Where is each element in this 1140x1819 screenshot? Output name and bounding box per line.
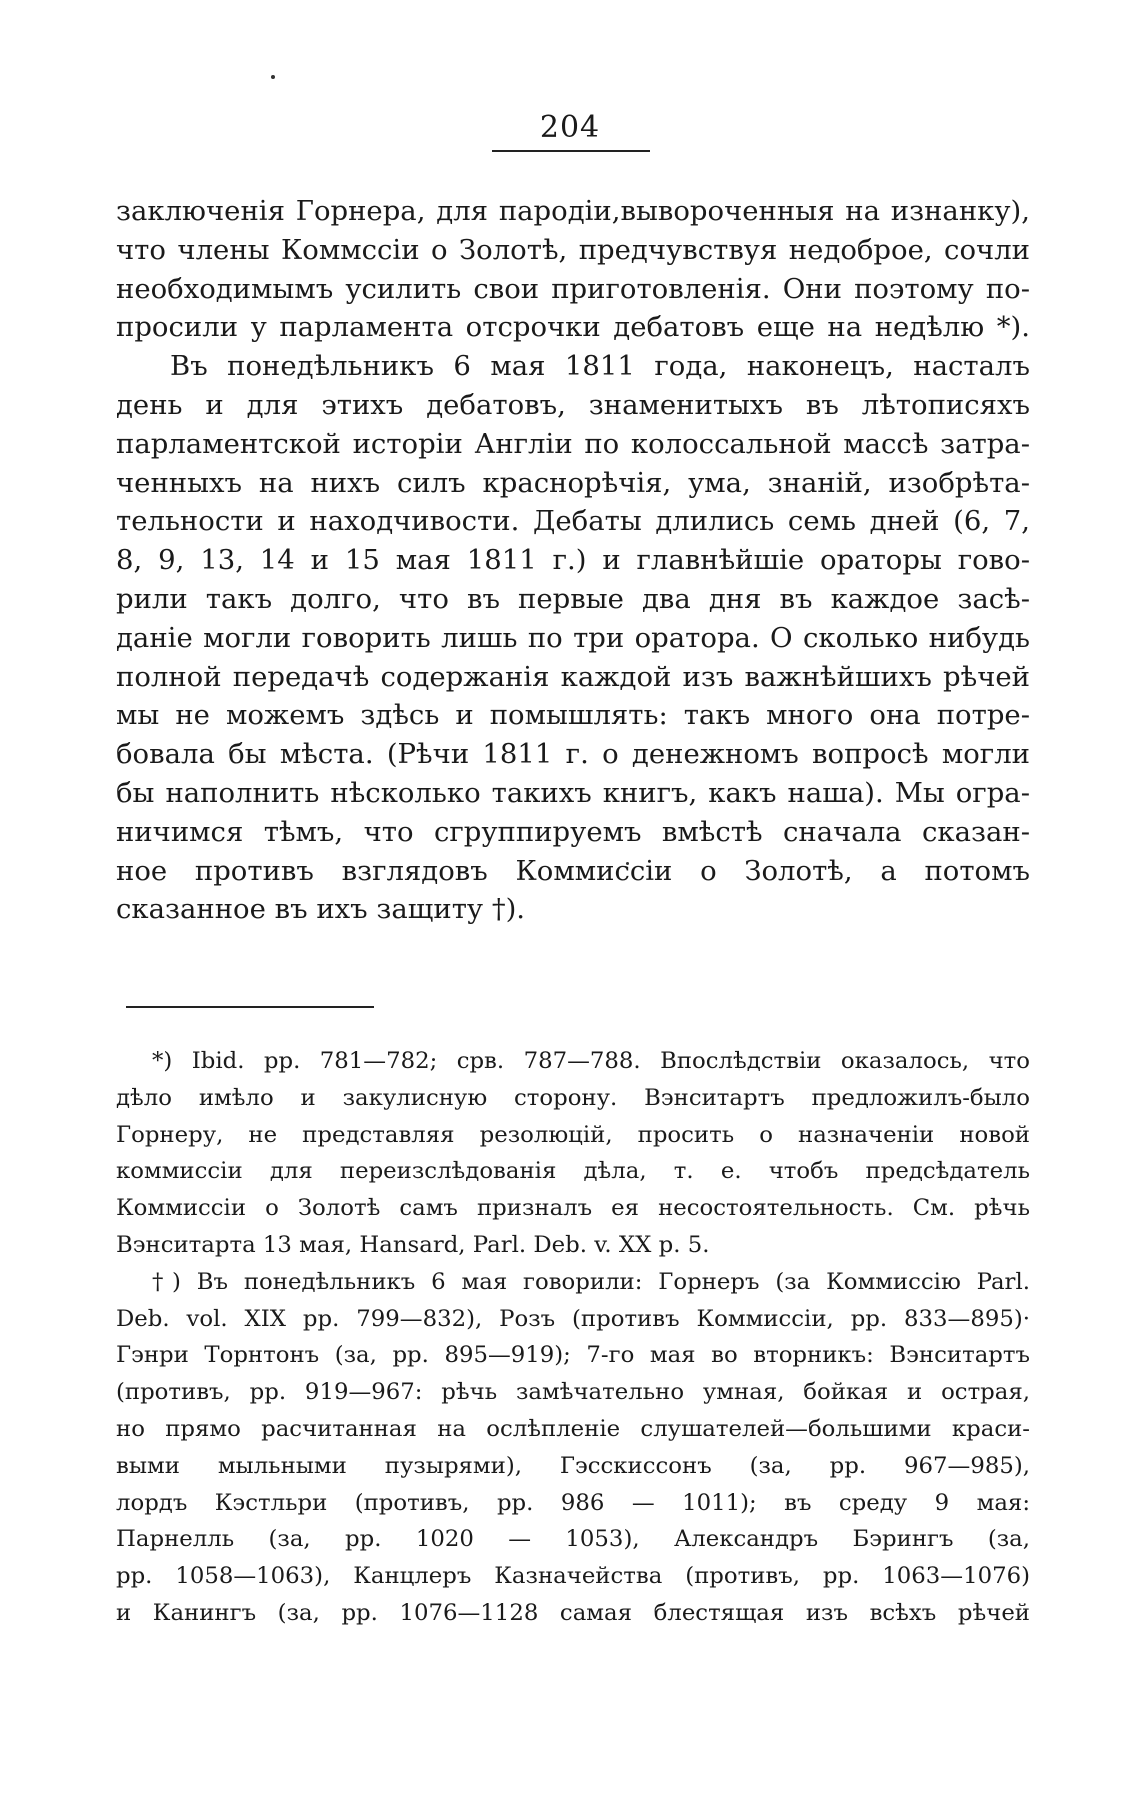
paragraph-1: [116, 192, 1030, 347]
footnote-line: Deb. vol. XIX pp. 799—832), Розъ (противъ Коммиссіи, pp. 833—895)·: [116, 1305, 1030, 1332]
text-line: Въ понедѣльникъ 6 мая 1811 года, наконецъ, насталъ: [170, 350, 1030, 383]
footnote-line: но прямо расчитанная на ослѣпленіе слушателей—большими краси-: [116, 1415, 1030, 1442]
footnote-line: коммиссіи для переизслѣдованія дѣла, т. е. чтобъ предсѣдатель: [116, 1158, 1030, 1185]
footnote-line: Парнелль (за, pp. 1020 — 1053), Александръ Бэрингъ (за,: [116, 1526, 1030, 1553]
footnote-line: pp. 1058—1063), Канцлеръ Казначейства (противъ, pp. 1063—1076): [116, 1563, 1030, 1590]
footnote-line: Гэнри Торнтонъ (за, pp. 895—919); 7-го мая во вторникъ: Вэнситартъ: [116, 1342, 1030, 1369]
footnote-line: *) Ibid. pp. 781—782; срв. 787—788. Впослѣдствіи оказалось, что: [152, 1048, 1030, 1074]
text-line: необходимымъ усилить свои приготовленія. Они поэтому по-: [116, 272, 1030, 305]
footnote-2: [116, 1264, 1030, 1632]
print-speck: [271, 75, 275, 79]
page-number-rule: [492, 150, 650, 152]
text-line: просили у парламента отсрочки дебатовъ еще на недѣлю *).: [116, 311, 1030, 344]
footnote-line: Вэнситарта 13 мая, Hansard, Parl. Deb. v. XX p. 5.: [116, 1231, 710, 1258]
text-line: ное противъ взглядовъ Коммиссіи о Золотѣ, а потомъ: [116, 854, 1030, 887]
footnote-line: Горнеру, не представляя резолюцій, просить о назначеніи новой: [116, 1121, 1030, 1148]
text-line: бы наполнить нѣсколько такихъ книгъ, какъ наша). Мы огра-: [116, 776, 1030, 809]
text-line: что члены Коммссіи о Золотѣ, предчувствуя недоброе, сочли: [116, 233, 1030, 266]
text-line: ченныхъ на нихъ силъ краснорѣчія, ума, знаній, изобрѣта-: [116, 466, 1030, 499]
footnote-line: выми мыльными пузырями), Гэсскиссонъ (за, pp. 967—985),: [116, 1452, 1030, 1479]
main-text: [116, 192, 1030, 929]
footnote-line: дѣло имѣло и закулисную сторону. Вэнситартъ предложилъ-было: [116, 1084, 1030, 1111]
text-line: мы не можемъ здѣсь и помышлять: такъ много она потре-: [116, 699, 1030, 732]
footnote-line: (противъ, pp. 919—967: рѣчь замѣчательно умная, бойкая и острая,: [116, 1379, 1030, 1406]
text-line: полной передачѣ содержанія каждой изъ важнѣйшихъ рѣчей: [116, 660, 1030, 693]
footnote-1: [116, 1043, 1030, 1264]
text-line: день и для этихъ дебатовъ, знаменитыхъ въ лѣтописяхъ: [116, 388, 1030, 421]
page-number: 204: [539, 110, 601, 145]
footnote-line: и Канингъ (за, pp. 1076—1128 самая блестящая изъ всѣхъ рѣчей: [116, 1599, 1030, 1626]
footnotes: [116, 1043, 1030, 1632]
text-line: тельности и находчивости. Дебаты длились семь дней (6, 7,: [116, 505, 1030, 538]
footnote-line: Коммиссіи о Золотѣ самъ призналъ ея несостоятельность. См. рѣчь: [116, 1195, 1030, 1222]
footnote-rule: [126, 1006, 374, 1008]
text-line: ничимся тѣмъ, что сгруппируемъ вмѣстѣ сначала сказан-: [116, 815, 1030, 848]
paragraph-2: [116, 347, 1030, 929]
text-line: сказанное въ ихъ защиту †).: [116, 893, 526, 926]
footnote-line: лордъ Кэстльри (противъ, pp. 986 — 1011); въ среду 9 мая:: [116, 1489, 1030, 1516]
text-line: рили такъ долго, что въ первые два дня въ каждое засѣ-: [116, 582, 1030, 615]
text-line: 8, 9, 13, 14 и 15 мая 1811 г.) и главнѣйшіе ораторы гово-: [116, 544, 1030, 577]
text-line: бовала бы мѣста. (Рѣчи 1811 г. о денежномъ вопросѣ могли: [116, 738, 1030, 771]
text-line: заключенія Горнера, для пародіи,вывороченныя на изнанку),: [116, 195, 1030, 227]
text-line: парламентской исторіи Англіи по колоссальной массѣ затра-: [116, 427, 1030, 460]
text-line: даніе могли говорить лишь по три оратора. О сколько нибудь: [116, 621, 1030, 654]
footnote-line: †) Въ понедѣльникъ 6 мая говорили: Горнеръ (за Коммиссію Parl.: [152, 1268, 1030, 1295]
